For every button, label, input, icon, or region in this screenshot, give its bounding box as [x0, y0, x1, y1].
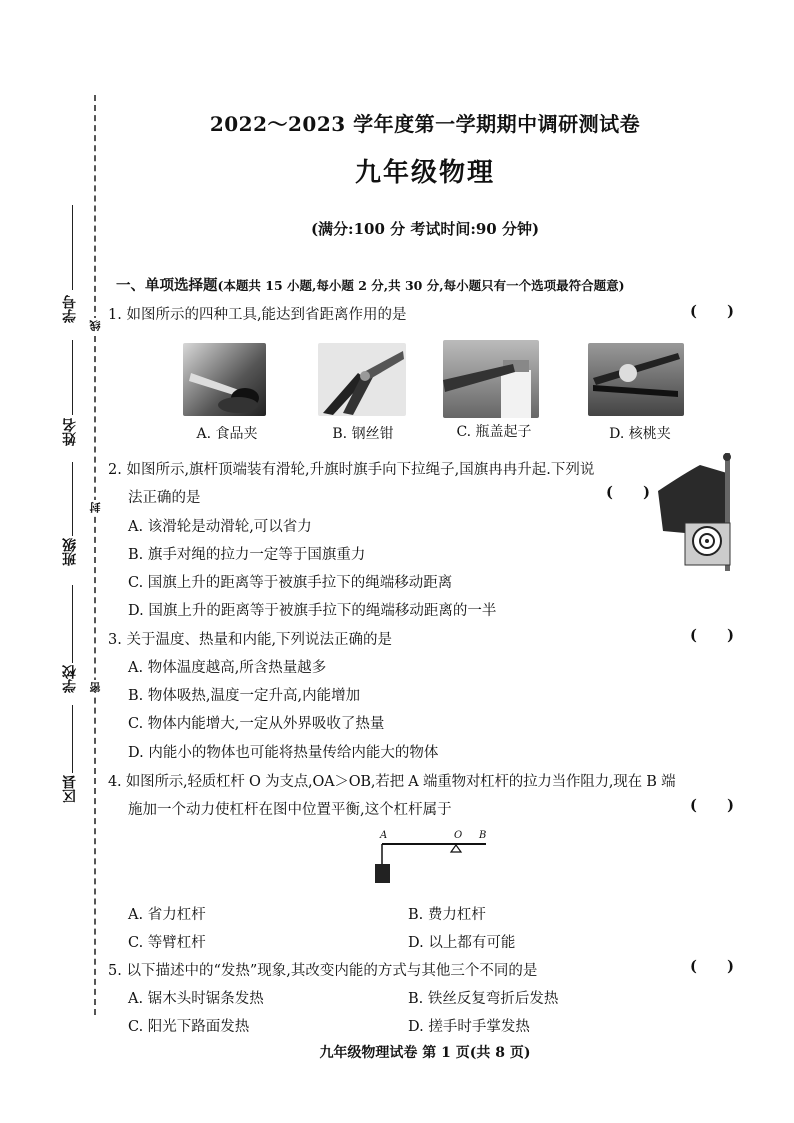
field-school-blank[interactable]: [72, 585, 73, 663]
lever-label-a: A: [380, 830, 388, 841]
field-class-blank[interactable]: [72, 462, 73, 536]
q1-caption-d: D. 核桃夹: [609, 426, 671, 442]
q1-image-bottle-opener: [443, 340, 539, 418]
q3-option-b: B. 物体吸热,温度一定升高,内能增加: [128, 688, 361, 704]
field-district-label: 区县: [62, 775, 78, 803]
food-tongs-icon: [183, 343, 266, 416]
pliers-icon: [318, 343, 406, 416]
q5-stem: 5. 以下描述中的“发热”现象,其改变内能的方式与其他三个不同的是: [108, 963, 538, 979]
binding-mark-secret: 密: [89, 682, 102, 693]
q3-stem: 3. 关于温度、热量和内能,下列说法正确的是: [108, 632, 393, 648]
lever-label-o: O: [454, 830, 463, 841]
exam-title: 2022～2023 学年度第一学期期中调研测试卷: [209, 112, 641, 136]
q4-stem-line2: 施加一个动力使杠杆在图中位置平衡,这个杠杆属于: [128, 802, 452, 818]
q4-stem-line1: 4. 如图所示,轻质杠杆 O 为支点,OA＞OB,若把 A 端重物对杠杆的拉力当作阻力,现在 B 端: [108, 774, 676, 790]
q1-answer-paren[interactable]: ( ): [690, 303, 735, 320]
q3-option-a: A. 物体温度越高,所含热量越多: [128, 660, 327, 676]
q2-option-d: D. 国旗上升的距离等于被旗手拉下的绳端移动距离的一半: [128, 603, 497, 619]
binding-mark-seal: 封: [89, 502, 102, 513]
binding-mark-line: 线: [89, 320, 102, 331]
field-class-label: 班级: [62, 538, 78, 566]
q2-stem-line2: 法正确的是: [128, 490, 201, 506]
exam-info: (满分:100 分 考试时间:90 分钟): [310, 220, 540, 238]
bottle-opener-icon: [443, 340, 539, 418]
page-footer: 九年级物理试卷 第 1 页(共 8 页): [319, 1045, 531, 1061]
q2-option-a: A. 该滑轮是动滑轮,可以省力: [128, 519, 312, 535]
field-district-blank[interactable]: [72, 705, 73, 773]
q4-option-c: C. 等臂杠杆: [128, 935, 206, 951]
q2-option-b: B. 旗手对绳的拉力一定等于国旗重力: [128, 547, 366, 563]
section-note: (本题共 15 小题,每小题 2 分,共 30 分,每小题只有一个选项最符合题意): [217, 278, 625, 293]
q5-option-c: C. 阳光下路面发热: [128, 1019, 250, 1035]
q4-lever-diagram: [368, 830, 498, 890]
field-name-blank[interactable]: [72, 340, 73, 415]
exam-subject: 九年级物理: [354, 158, 495, 188]
q2-answer-paren[interactable]: ( ): [606, 484, 651, 501]
q4-option-b: B. 费力杠杆: [408, 907, 486, 923]
section-heading: [116, 274, 624, 295]
q2-image-flagpole-pulley: [655, 453, 740, 571]
q5-option-b: B. 铁丝反复弯折后发热: [408, 991, 559, 1007]
field-name-label: 姓名: [62, 418, 78, 446]
q5-option-a: A. 锯木头时锯条发热: [128, 991, 264, 1007]
field-student-id-label: 学号: [62, 295, 78, 323]
q5-option-d: D. 搓手时手掌发热: [408, 1019, 530, 1035]
q1-image-nutcracker: [588, 343, 684, 416]
q3-answer-paren[interactable]: ( ): [690, 627, 735, 644]
q3-option-d: D. 内能小的物体也可能将热量传给内能大的物体: [128, 745, 439, 761]
q1-caption-c: C. 瓶盖起子: [456, 424, 532, 440]
section-title: 一、单项选择题: [116, 277, 218, 294]
q5-answer-paren[interactable]: ( ): [690, 958, 735, 975]
q1-caption-b: B. 钢丝钳: [332, 426, 394, 442]
flag-pulley-icon: [655, 453, 740, 571]
q4-option-a: A. 省力杠杆: [128, 907, 206, 923]
q1-stem: 1. 如图所示的四种工具,能达到省距离作用的是: [108, 307, 407, 323]
nutcracker-icon: [588, 343, 684, 416]
q1-image-food-tongs: [183, 343, 266, 416]
q2-option-c: C. 国旗上升的距离等于被旗手拉下的绳端移动距离: [128, 575, 453, 591]
q2-stem-line1: 2. 如图所示,旗杆顶端装有滑轮,升旗时旗手向下拉绳子,国旗冉冉升起.下列说: [108, 462, 595, 478]
q1-image-wire-pliers: [318, 343, 406, 416]
q4-option-d: D. 以上都有可能: [408, 935, 516, 951]
q4-answer-paren[interactable]: ( ): [690, 797, 735, 814]
q3-option-c: C. 物体内能增大,一定从外界吸收了热量: [128, 716, 385, 732]
q1-caption-a: A. 食品夹: [196, 426, 258, 442]
field-school-label: 学校: [62, 665, 78, 693]
lever-label-b: B: [479, 830, 487, 841]
